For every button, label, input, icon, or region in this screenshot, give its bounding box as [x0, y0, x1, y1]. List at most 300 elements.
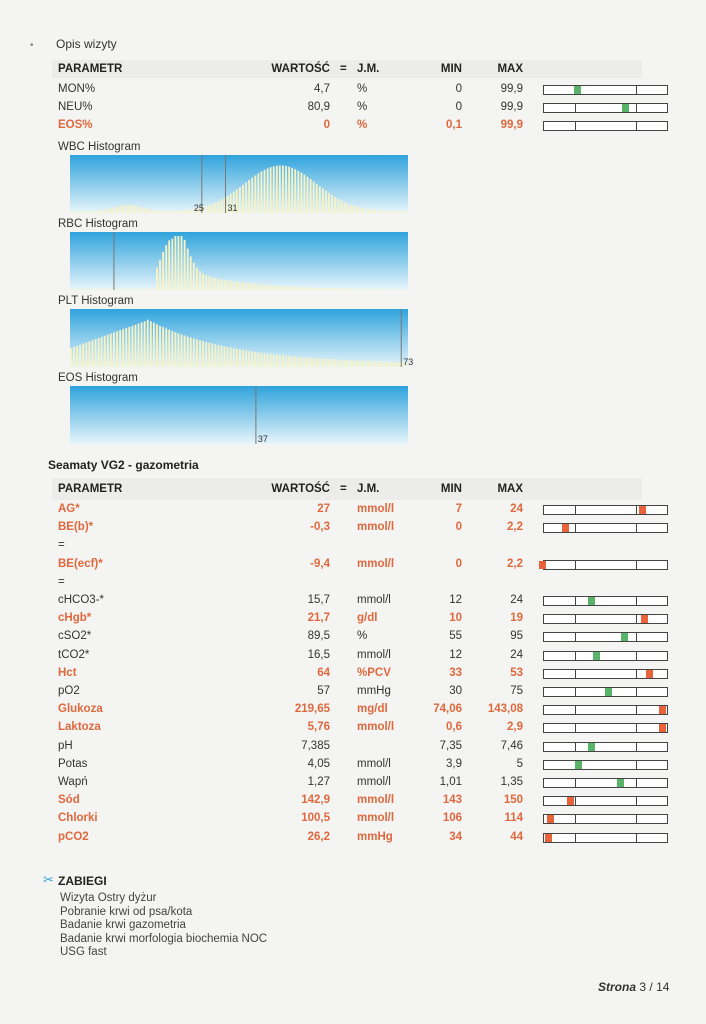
histogram-bar [211, 344, 213, 368]
histogram-bar [350, 289, 352, 290]
range-marker [639, 506, 646, 514]
histogram-bar [387, 362, 389, 367]
histogram-bar [119, 330, 121, 367]
histogram-bar [319, 186, 321, 213]
param-min: 0 [455, 521, 462, 534]
range-bar-divider [636, 615, 637, 623]
histogram-bar [236, 349, 238, 367]
range-marker [593, 652, 600, 660]
param-value: 142,9 [301, 794, 330, 807]
histogram-bar [221, 200, 223, 214]
param-name: Wapń [58, 776, 88, 788]
histogram-background [70, 386, 408, 444]
param-value: 57 [317, 685, 330, 697]
header-param: PARAMETR [58, 483, 123, 495]
histogram-bar [245, 283, 247, 290]
param-min: 106 [442, 812, 462, 825]
histogram-bar [239, 349, 241, 367]
histogram-bar [101, 289, 103, 290]
histogram-bar [254, 176, 256, 214]
histogram-bar [304, 175, 306, 213]
histogram-bar [116, 207, 118, 213]
procedure-item: Badanie krwi gazometria [60, 919, 186, 931]
histogram-bar [304, 357, 306, 367]
histogram-bar [291, 168, 293, 213]
histogram-bar [190, 209, 192, 213]
histogram-bar [138, 289, 140, 290]
histogram-bar [205, 206, 207, 213]
histogram-bar [211, 204, 213, 213]
histogram-bar [307, 177, 309, 213]
header-min: MIN [440, 63, 462, 75]
range-marker [617, 779, 624, 787]
param-unit: %PCV [357, 666, 391, 679]
range-marker [545, 834, 552, 842]
param-min: 7,35 [439, 739, 462, 752]
range-bar-divider [575, 743, 576, 751]
histogram-bar [153, 289, 155, 290]
histogram-bar [205, 275, 207, 290]
histogram-bar [175, 236, 177, 290]
histogram-bar [113, 208, 115, 214]
histogram-bar [301, 287, 303, 290]
histogram-bar [387, 289, 389, 290]
histogram-bar [325, 288, 327, 290]
range-bar-divider [636, 797, 637, 805]
param-unit: mmol/l [357, 594, 391, 606]
histogram-bar [328, 193, 330, 213]
histogram-bar [383, 289, 385, 290]
histogram-bar [239, 187, 241, 213]
histogram-bar [230, 348, 232, 367]
range-bar [543, 796, 668, 806]
histogram-bar [187, 249, 189, 290]
histogram-bar [316, 288, 318, 290]
histogram-bar [245, 350, 247, 367]
histogram-bar [224, 280, 226, 290]
param-name: pCO2 [58, 830, 89, 843]
histogram-bar [171, 239, 173, 290]
histogram-bar [261, 353, 263, 367]
histogram-bar [187, 210, 189, 213]
histogram-bar [359, 289, 361, 290]
histogram-bar [165, 245, 167, 290]
range-bar-divider [636, 761, 637, 769]
histogram-bar [374, 210, 376, 213]
histogram-bar [221, 279, 223, 290]
param-value: 64 [317, 666, 330, 679]
histogram-bar [325, 191, 327, 213]
param-name: cSO2* [58, 630, 92, 643]
footer-label: Strona [598, 980, 637, 994]
param-name: tCO2* [58, 648, 90, 661]
histogram-plot [70, 386, 408, 444]
histogram-bar [377, 210, 379, 213]
param-name: cHgb* [58, 612, 92, 625]
param-unit: mmol/l [357, 812, 395, 825]
histogram-bar [144, 289, 146, 290]
histogram-bar [199, 271, 201, 290]
histogram-bar [267, 354, 269, 368]
param-name: Hct [58, 666, 77, 679]
histogram-bar [168, 240, 170, 290]
histogram-bar [380, 289, 382, 290]
param-unit: % [357, 83, 368, 95]
histogram-bar [113, 333, 115, 368]
range-bar-divider [575, 670, 576, 678]
histogram-bar [353, 360, 355, 367]
histogram-bar [125, 328, 127, 367]
param-name: BE(b)* [58, 521, 94, 534]
range-bar [543, 687, 668, 697]
histogram-bar [288, 167, 290, 213]
param-unit: mmol/l [357, 721, 395, 734]
footer-sep: / [649, 980, 653, 994]
histogram-bar [319, 359, 321, 368]
param-max: 2,9 [507, 721, 523, 734]
param-max: 75 [510, 685, 523, 697]
range-marker [605, 688, 612, 696]
histogram-bar [270, 285, 272, 290]
histogram-bar [257, 173, 259, 213]
param-unit: mmHg [357, 685, 391, 697]
histogram-bar [159, 211, 161, 213]
histogram-bar [359, 361, 361, 367]
histogram-bar [119, 289, 121, 290]
histogram-bar [95, 211, 97, 213]
histogram-bar [132, 326, 134, 367]
histogram-marker-label: 73 [403, 357, 414, 367]
histogram-bar [307, 358, 309, 367]
histogram-bar [101, 210, 103, 213]
histogram-bar [310, 179, 312, 213]
param-value: -0,3 [310, 521, 330, 534]
histogram-bar [273, 285, 275, 290]
param-value: 4,05 [307, 757, 330, 770]
procedure-item: Wizyta Ostry dyżur [60, 892, 157, 904]
histogram-bar [251, 178, 253, 213]
histogram-bar [322, 359, 324, 367]
range-bar-divider [636, 743, 637, 751]
histogram-bar [297, 287, 299, 290]
param-max: 7,46 [500, 739, 523, 752]
param-value: 1,27 [307, 776, 330, 788]
histogram-bar [344, 202, 346, 213]
param-value: 219,65 [294, 703, 330, 716]
histogram-bar [190, 338, 192, 368]
param-name: BE(ecf)* [58, 557, 103, 570]
histogram-bar [396, 362, 398, 367]
histogram-bar [181, 236, 183, 290]
histogram-bar [383, 211, 385, 213]
param-unit: % [357, 101, 368, 113]
histogram-bar [279, 286, 281, 290]
histogram-bar [162, 252, 164, 290]
procedure-item: Pobranie krwi od psa/kota [60, 905, 193, 918]
histogram-bar [242, 350, 244, 367]
param-min: 143 [442, 794, 462, 807]
histogram-bar [344, 360, 346, 367]
range-marker [575, 761, 582, 769]
histogram-bar [205, 342, 207, 367]
histogram-bar [374, 289, 376, 290]
histogram-bar [193, 263, 195, 290]
histogram-bar [147, 320, 149, 367]
param-name: AG* [58, 503, 80, 515]
param-unit: mmol/l [357, 757, 391, 770]
histogram-bar [168, 330, 170, 367]
histogram-bar [79, 289, 81, 290]
histogram-bar [334, 359, 336, 367]
histogram-bar [368, 361, 370, 367]
histogram-bar [344, 289, 346, 290]
histogram-bar [387, 211, 389, 213]
range-bar [543, 669, 668, 679]
histogram-bar [110, 208, 112, 213]
header-unit: J.M. [357, 63, 380, 75]
histogram-bar [122, 205, 124, 213]
range-bar-divider [575, 779, 576, 787]
param-name: Potas [58, 757, 88, 770]
histogram-bar [88, 211, 90, 213]
param-value: 16,5 [307, 648, 330, 661]
range-bar-divider [636, 597, 637, 605]
range-bar-divider [636, 524, 637, 532]
param-value: 0 [323, 119, 330, 131]
range-marker [588, 743, 595, 751]
header-max: MAX [497, 63, 523, 75]
histogram-bar [282, 166, 284, 213]
header-value: WARTOŚĆ [271, 63, 330, 75]
histogram-bar [304, 287, 306, 290]
param-unit: mmol/l [357, 648, 391, 661]
param-max: 143,08 [487, 703, 523, 716]
histogram-bar [98, 338, 100, 367]
histogram-bar [294, 169, 296, 213]
histogram-bar [196, 268, 198, 290]
histogram-bar [334, 197, 336, 213]
histogram-bar [76, 289, 78, 290]
histogram-bar [98, 211, 100, 213]
histogram-bar [294, 357, 296, 368]
footer-total: 14 [656, 980, 670, 994]
footer-page: 3 [639, 980, 647, 994]
histogram-bar [141, 322, 143, 367]
histogram-bar [79, 211, 81, 213]
histogram-bar [264, 170, 266, 213]
histogram-bar [122, 289, 124, 290]
header-value: WARTOŚĆ [271, 483, 330, 495]
param-min: 0 [455, 83, 462, 95]
range-bar [543, 742, 668, 752]
histogram-bar [85, 343, 87, 368]
page-footer [598, 980, 669, 994]
histogram-bar [150, 321, 152, 367]
histogram-bar [171, 211, 173, 213]
range-marker [547, 815, 554, 823]
histogram-bar [227, 280, 229, 290]
param-unit: g/dl [357, 612, 378, 625]
histogram-bar [122, 329, 124, 367]
histogram-bar [245, 182, 247, 213]
range-marker [641, 615, 648, 623]
histogram-bar [248, 283, 250, 290]
range-bar-divider [575, 652, 576, 660]
range-bar [543, 523, 668, 533]
procedure-item: USG fast [60, 946, 107, 958]
param-min: 10 [449, 612, 462, 625]
range-bar-divider [636, 815, 637, 823]
range-bar-divider [636, 506, 637, 514]
range-bar [543, 614, 668, 624]
range-bar-divider [636, 652, 637, 660]
histogram-bar [365, 289, 367, 290]
histogram-bar [132, 205, 134, 213]
range-marker [567, 797, 574, 805]
histogram-bar [193, 339, 195, 368]
histogram-bar [165, 211, 167, 213]
histogram-bar [251, 351, 253, 367]
histogram-bar [316, 358, 318, 367]
histogram-bar [371, 361, 373, 367]
histogram-bar [85, 211, 87, 213]
range-bar-divider [575, 561, 576, 569]
param-max: 99,9 [500, 83, 523, 95]
histogram-bar [396, 211, 398, 213]
histogram-bar [380, 362, 382, 368]
histogram-bar [353, 206, 355, 213]
histogram-bar [116, 331, 118, 367]
param-unit: mmol/l [357, 776, 391, 788]
range-marker [539, 561, 546, 569]
histogram-bar [214, 203, 216, 213]
param-unit: mmol/l [357, 557, 395, 570]
histogram-bar [264, 285, 266, 290]
range-bar-divider [575, 122, 576, 130]
histogram-bar [187, 337, 189, 368]
range-bar-divider [575, 633, 576, 641]
histogram-bar [82, 211, 84, 213]
histogram-bar [331, 288, 333, 290]
histogram-bar [337, 288, 339, 290]
histogram-background [70, 232, 408, 290]
histogram-bar [92, 340, 94, 367]
param-value: 89,5 [307, 630, 330, 643]
histogram-bar [347, 203, 349, 213]
histogram-bar [316, 184, 318, 213]
histogram-bar [242, 282, 244, 290]
param-value: 4,7 [314, 83, 330, 95]
param-min: 55 [449, 630, 462, 643]
procedure-item: Badanie krwi morfologia biochemia NOC [60, 932, 268, 945]
histogram-bar [239, 282, 241, 290]
histogram-bar [291, 356, 293, 367]
header-min: MIN [440, 483, 462, 495]
histogram-bar [88, 289, 90, 290]
histogram-bar [285, 356, 287, 367]
histogram-bar [73, 347, 75, 367]
histogram-bar [101, 337, 103, 367]
gas-header-band [52, 478, 642, 500]
histogram-bar [156, 210, 158, 213]
histogram-bar [104, 210, 106, 213]
range-bar [543, 814, 668, 824]
param-unit: % [357, 630, 368, 643]
param-max: 5 [516, 757, 523, 770]
range-bar-divider [636, 122, 637, 130]
range-marker [588, 597, 595, 605]
histogram-title: PLT Histogram [58, 295, 134, 307]
histogram-bar [199, 340, 201, 367]
param-name: MON% [58, 83, 96, 95]
histogram-bar [368, 289, 370, 290]
histogram-bar [264, 353, 266, 367]
histogram-bar [95, 339, 97, 367]
param-max: 19 [510, 612, 523, 625]
histogram-bar [141, 289, 143, 290]
histogram-bar [310, 358, 312, 367]
histogram-bar [128, 327, 130, 367]
histogram-bar [282, 355, 284, 367]
histogram-bar [322, 189, 324, 213]
histogram-bar [208, 205, 210, 213]
histogram-bar [73, 211, 75, 213]
range-bar-divider [636, 688, 637, 696]
histogram-bar [261, 172, 263, 214]
histogram-bar [218, 345, 220, 367]
histogram-bar [288, 356, 290, 367]
bullet-dot: • [30, 40, 34, 51]
param-name: Chlorki [58, 812, 98, 825]
histogram-bar [405, 211, 407, 213]
param-min: 1,01 [439, 776, 462, 788]
range-bar-divider [575, 834, 576, 842]
histogram-bar [377, 289, 379, 290]
histogram-bar [184, 240, 186, 290]
param-min: 12 [449, 594, 462, 606]
histogram-marker-label: 37 [257, 434, 268, 444]
histogram-bar [156, 324, 158, 367]
param-max: 24 [510, 594, 523, 606]
histogram-bar [184, 336, 186, 368]
param-max: 99,9 [500, 119, 523, 131]
histogram-bar [390, 211, 392, 213]
header-unit: J.M. [357, 483, 380, 495]
histogram-bar [331, 359, 333, 367]
histogram-bar [236, 282, 238, 290]
histogram-bar [285, 286, 287, 290]
histogram-bar [242, 185, 244, 213]
histogram-bar [104, 289, 106, 290]
param-min: 7 [455, 503, 462, 515]
range-bar-divider [636, 561, 637, 569]
range-marker [659, 724, 666, 732]
histogram-bar [399, 289, 401, 290]
histogram-bar [76, 211, 78, 213]
histogram-bar [350, 360, 352, 367]
histogram-bar [156, 268, 158, 290]
histogram-bar [359, 207, 361, 213]
histogram-bar [162, 211, 164, 213]
histogram-plot [70, 155, 408, 213]
param-name: pH [58, 739, 73, 752]
histogram-bar [267, 285, 269, 290]
header-max: MAX [497, 483, 523, 495]
param-name: Laktoza [58, 721, 101, 734]
histogram-plot [70, 232, 408, 290]
histogram-bar [297, 357, 299, 367]
histogram-bar [135, 206, 137, 213]
